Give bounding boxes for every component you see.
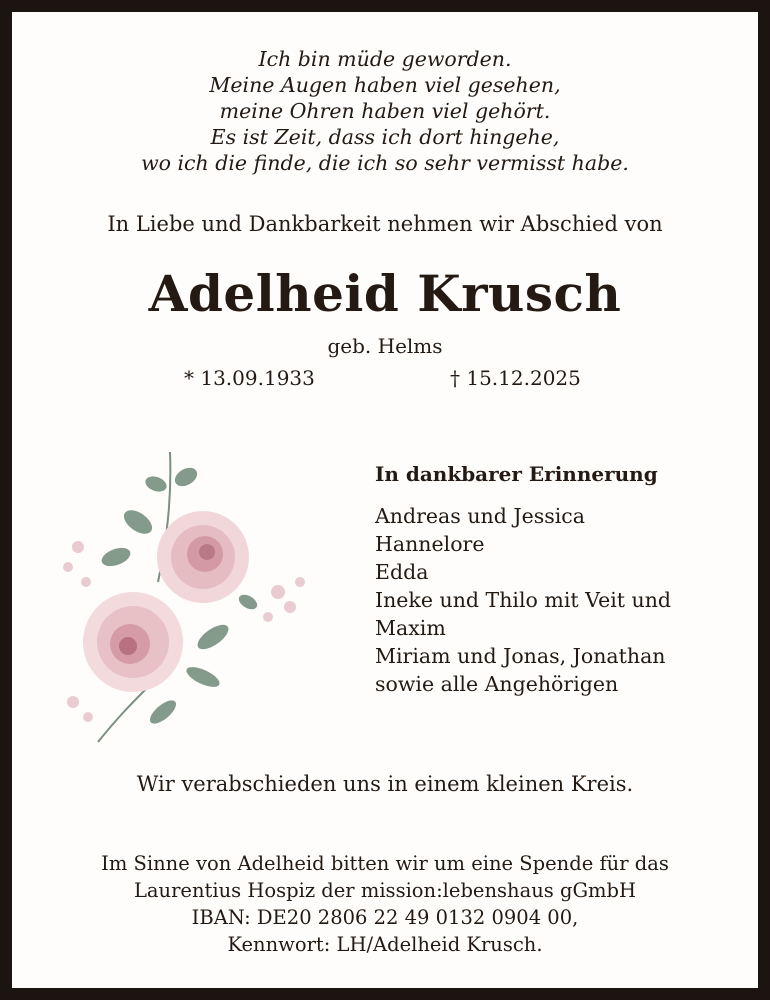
- family-line: sowie alle Angehörigen: [375, 672, 619, 696]
- poem-line: Meine Augen haben viel gesehen,: [209, 73, 561, 97]
- deceased-name: Adelheid Krusch: [148, 264, 622, 323]
- death-date: † 15.12.2025: [450, 366, 581, 390]
- birth-name: geb. Helms: [327, 334, 443, 358]
- donation-line: Laurentius Hospiz der mission:lebenshaus gGmbH: [133, 879, 637, 902]
- family-line: Maxim: [375, 616, 446, 640]
- thanks-heading: In dankbarer Erinnerung: [375, 462, 658, 486]
- donation-line: Kennwort: LH/Adelheid Krusch.: [227, 933, 543, 956]
- birth-date: * 13.09.1933: [184, 366, 315, 390]
- donation-request: [12, 850, 758, 958]
- poem: [12, 46, 758, 176]
- family-line: Andreas und Jessica: [375, 504, 586, 528]
- obituary-card: [12, 12, 758, 988]
- family-line: Miriam und Jonas, Jonathan: [375, 644, 666, 668]
- poem-line: wo ich die finde, die ich so sehr vermisst habe.: [141, 151, 629, 175]
- donation-line: IBAN: DE20 2806 22 49 0132 0904 00,: [191, 906, 579, 929]
- family-line: Hannelore: [375, 532, 485, 556]
- intro-text: In Liebe und Dankbarkeit nehmen wir Abschied von: [107, 212, 663, 236]
- family-line: Ineke und Thilo mit Veit und: [375, 588, 672, 612]
- poem-line: meine Ohren haben viel gehört.: [219, 99, 551, 123]
- family-line: Edda: [375, 560, 429, 584]
- farewell-note: Wir verabschieden uns in einem kleinen Kreis.: [136, 772, 634, 796]
- poem-line: Ich bin müde geworden.: [258, 47, 512, 71]
- poem-line: Es ist Zeit, dass ich dort hingehe,: [210, 125, 560, 149]
- rose-bouquet-illustration: [38, 432, 328, 762]
- family-list: [375, 502, 671, 698]
- donation-line: Im Sinne von Adelheid bitten wir um eine Spende für das: [101, 852, 669, 875]
